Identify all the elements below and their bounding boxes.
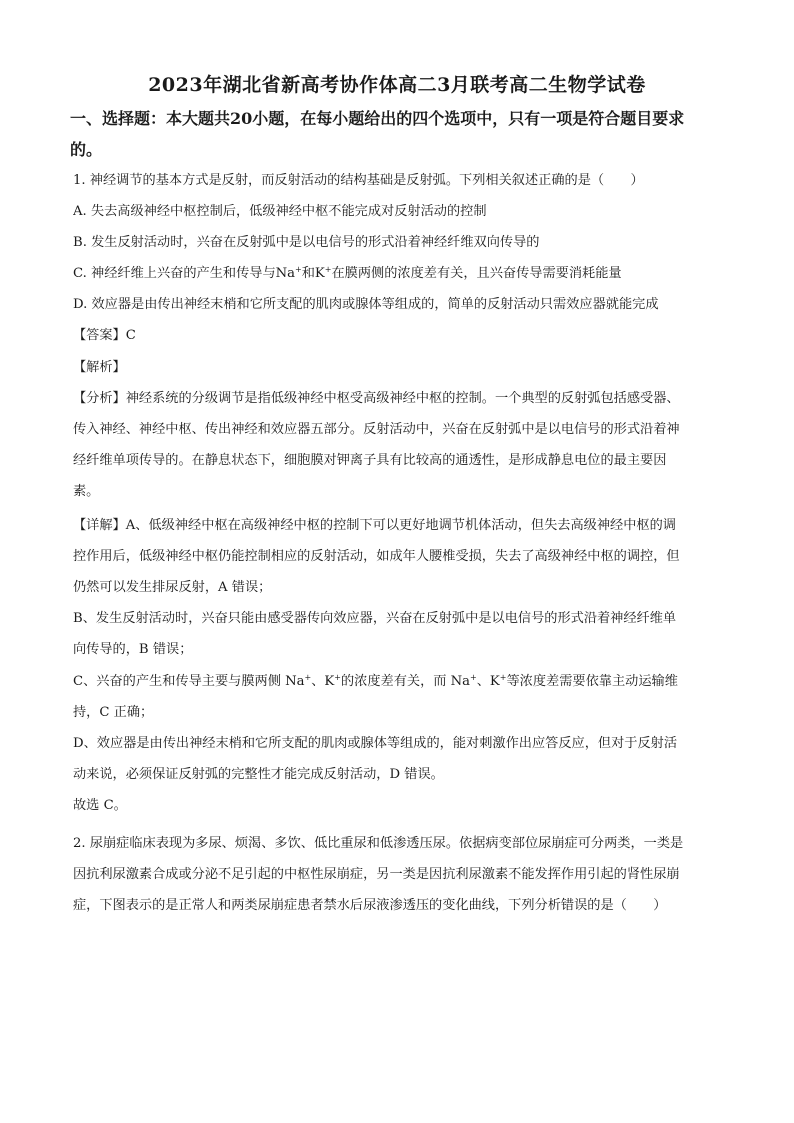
page-title: 2023年湖北省新高考协作体高二3月联考高二生物学试卷 (148, 74, 646, 96)
conclusion-line: 故选 C。 (73, 798, 127, 813)
question-1-stem: 1. 神经调节的基本方式是反射，而反射活动的结构基础是反射弧。下列相关叙述正确的是（ ） (73, 173, 644, 188)
question-2-line-2: 因抗利尿激素合成或分泌不足引起的中枢性尿崩症，另一类是因抗利尿激素不能发挥作用引起的肾性尿崩 (73, 867, 680, 882)
answer-line: 【答案】C (73, 328, 136, 343)
superscript-plus: + (499, 673, 507, 682)
question-1-option-b: B. 发生反射活动时，兴奋在反射弧中是以电信号的形式沿着神经纤维双向传导的 (73, 235, 540, 250)
fenxi-line-4: 素。 (73, 484, 100, 499)
c-part5: 等浓度差需要依靠主动运输维 (506, 674, 678, 689)
superscript-plus: + (470, 673, 477, 682)
xiangjie-line-3: 仍然可以发生排尿反射，A 错误； (73, 580, 272, 595)
superscript-plus: + (324, 265, 332, 274)
question-1-option-c (73, 264, 723, 284)
xiangjie-d-line-2: 动来说，必须保证反射弧的完整性才能完成反射活动，D 错误。 (73, 767, 444, 782)
question-1-option-d: D. 效应器是由传出神经末梢和它所支配的肌肉或腺体等组成的，简单的反射活动只需效应器就能完成 (73, 297, 659, 312)
xiangjie-c-line-1 (73, 672, 723, 692)
question-1-option-a: A. 失去高级神经中枢控制后，低级神经中枢不能完成对反射活动的控制 (73, 204, 487, 219)
xiangjie-c-line-2: 持，C 正确； (73, 705, 154, 720)
c-part4: 、K (476, 674, 500, 689)
xiangjie-line-1: 【详解】A、低级神经中枢在高级神经中枢的控制下可以更好地调节机体活动，但失去高级神经中枢的调 (73, 518, 676, 533)
question-2-line-1: 2. 尿崩症临床表现为多尿、烦渴、多饮、低比重尿和低渗透压尿。依据病变部位尿崩症可分两类，一类是 (73, 836, 684, 851)
option-c-part1: C. 神经纤维上兴奋的产生和传导与Na (73, 266, 296, 281)
superscript-plus: + (304, 673, 312, 682)
xiangjie-line-5: 向传导的，B 错误； (73, 642, 193, 657)
xiangjie-line-4: B、发生反射活动时，兴奋只能由感受器传向效应器，兴奋在反射弧中是以电信号的形式沿着神经纤维单 (73, 611, 677, 626)
superscript-plus: + (334, 673, 341, 682)
superscript-plus: + (295, 265, 302, 274)
question-2-line-3: 症，下图表示的是正常人和两类尿崩症患者禁水后尿液渗透压的变化曲线，下列分析错误的是（ ） (73, 898, 667, 913)
fenxi-line-2: 传入神经、神经中枢、传出神经和效应器五部分。反射活动中，兴奋在反射弧中是以电信号的形式沿着神 (73, 422, 680, 437)
c-part3: 的浓度差有关，而 Na (340, 674, 471, 689)
xiangjie-d-line-1: D、效应器是由传出神经末梢和它所支配的肌肉或腺体等组成的，能对刺激作出应答反应，但对于反射活 (73, 736, 678, 751)
option-c-part3: 在膜两侧的浓度差有关，且兴奋传导需要消耗能量 (331, 266, 622, 281)
fenxi-line-3: 经纤维单项传导的。在静息状态下，细胞膜对钾离子具有比较高的通透性，是形成静息电位的最主要因 (73, 453, 667, 468)
xiangjie-line-2: 控作用后，低级神经中枢仍能控制相应的反射活动，如成年人腰椎受损，失去了高级神经中枢的调控，但 (73, 549, 680, 564)
option-c-part2: 和K (301, 266, 325, 281)
section-heading-line2: 的。 (70, 140, 103, 159)
fenxi-line-1: 【分析】神经系统的分级调节是指低级神经中枢受高级神经中枢的控制。一个典型的反射弧包括感受器、 (73, 391, 680, 406)
analysis-label: 【解析】 (73, 360, 126, 375)
c-part1: C、兴奋的产生和传导主要与膜两侧 Na (73, 674, 305, 689)
section-heading-line1: 一、选择题：本大题共20小题，在每小题给出的四个选项中，只有一项是符合题目要求 (70, 109, 685, 128)
c-part2: 、K (311, 674, 335, 689)
